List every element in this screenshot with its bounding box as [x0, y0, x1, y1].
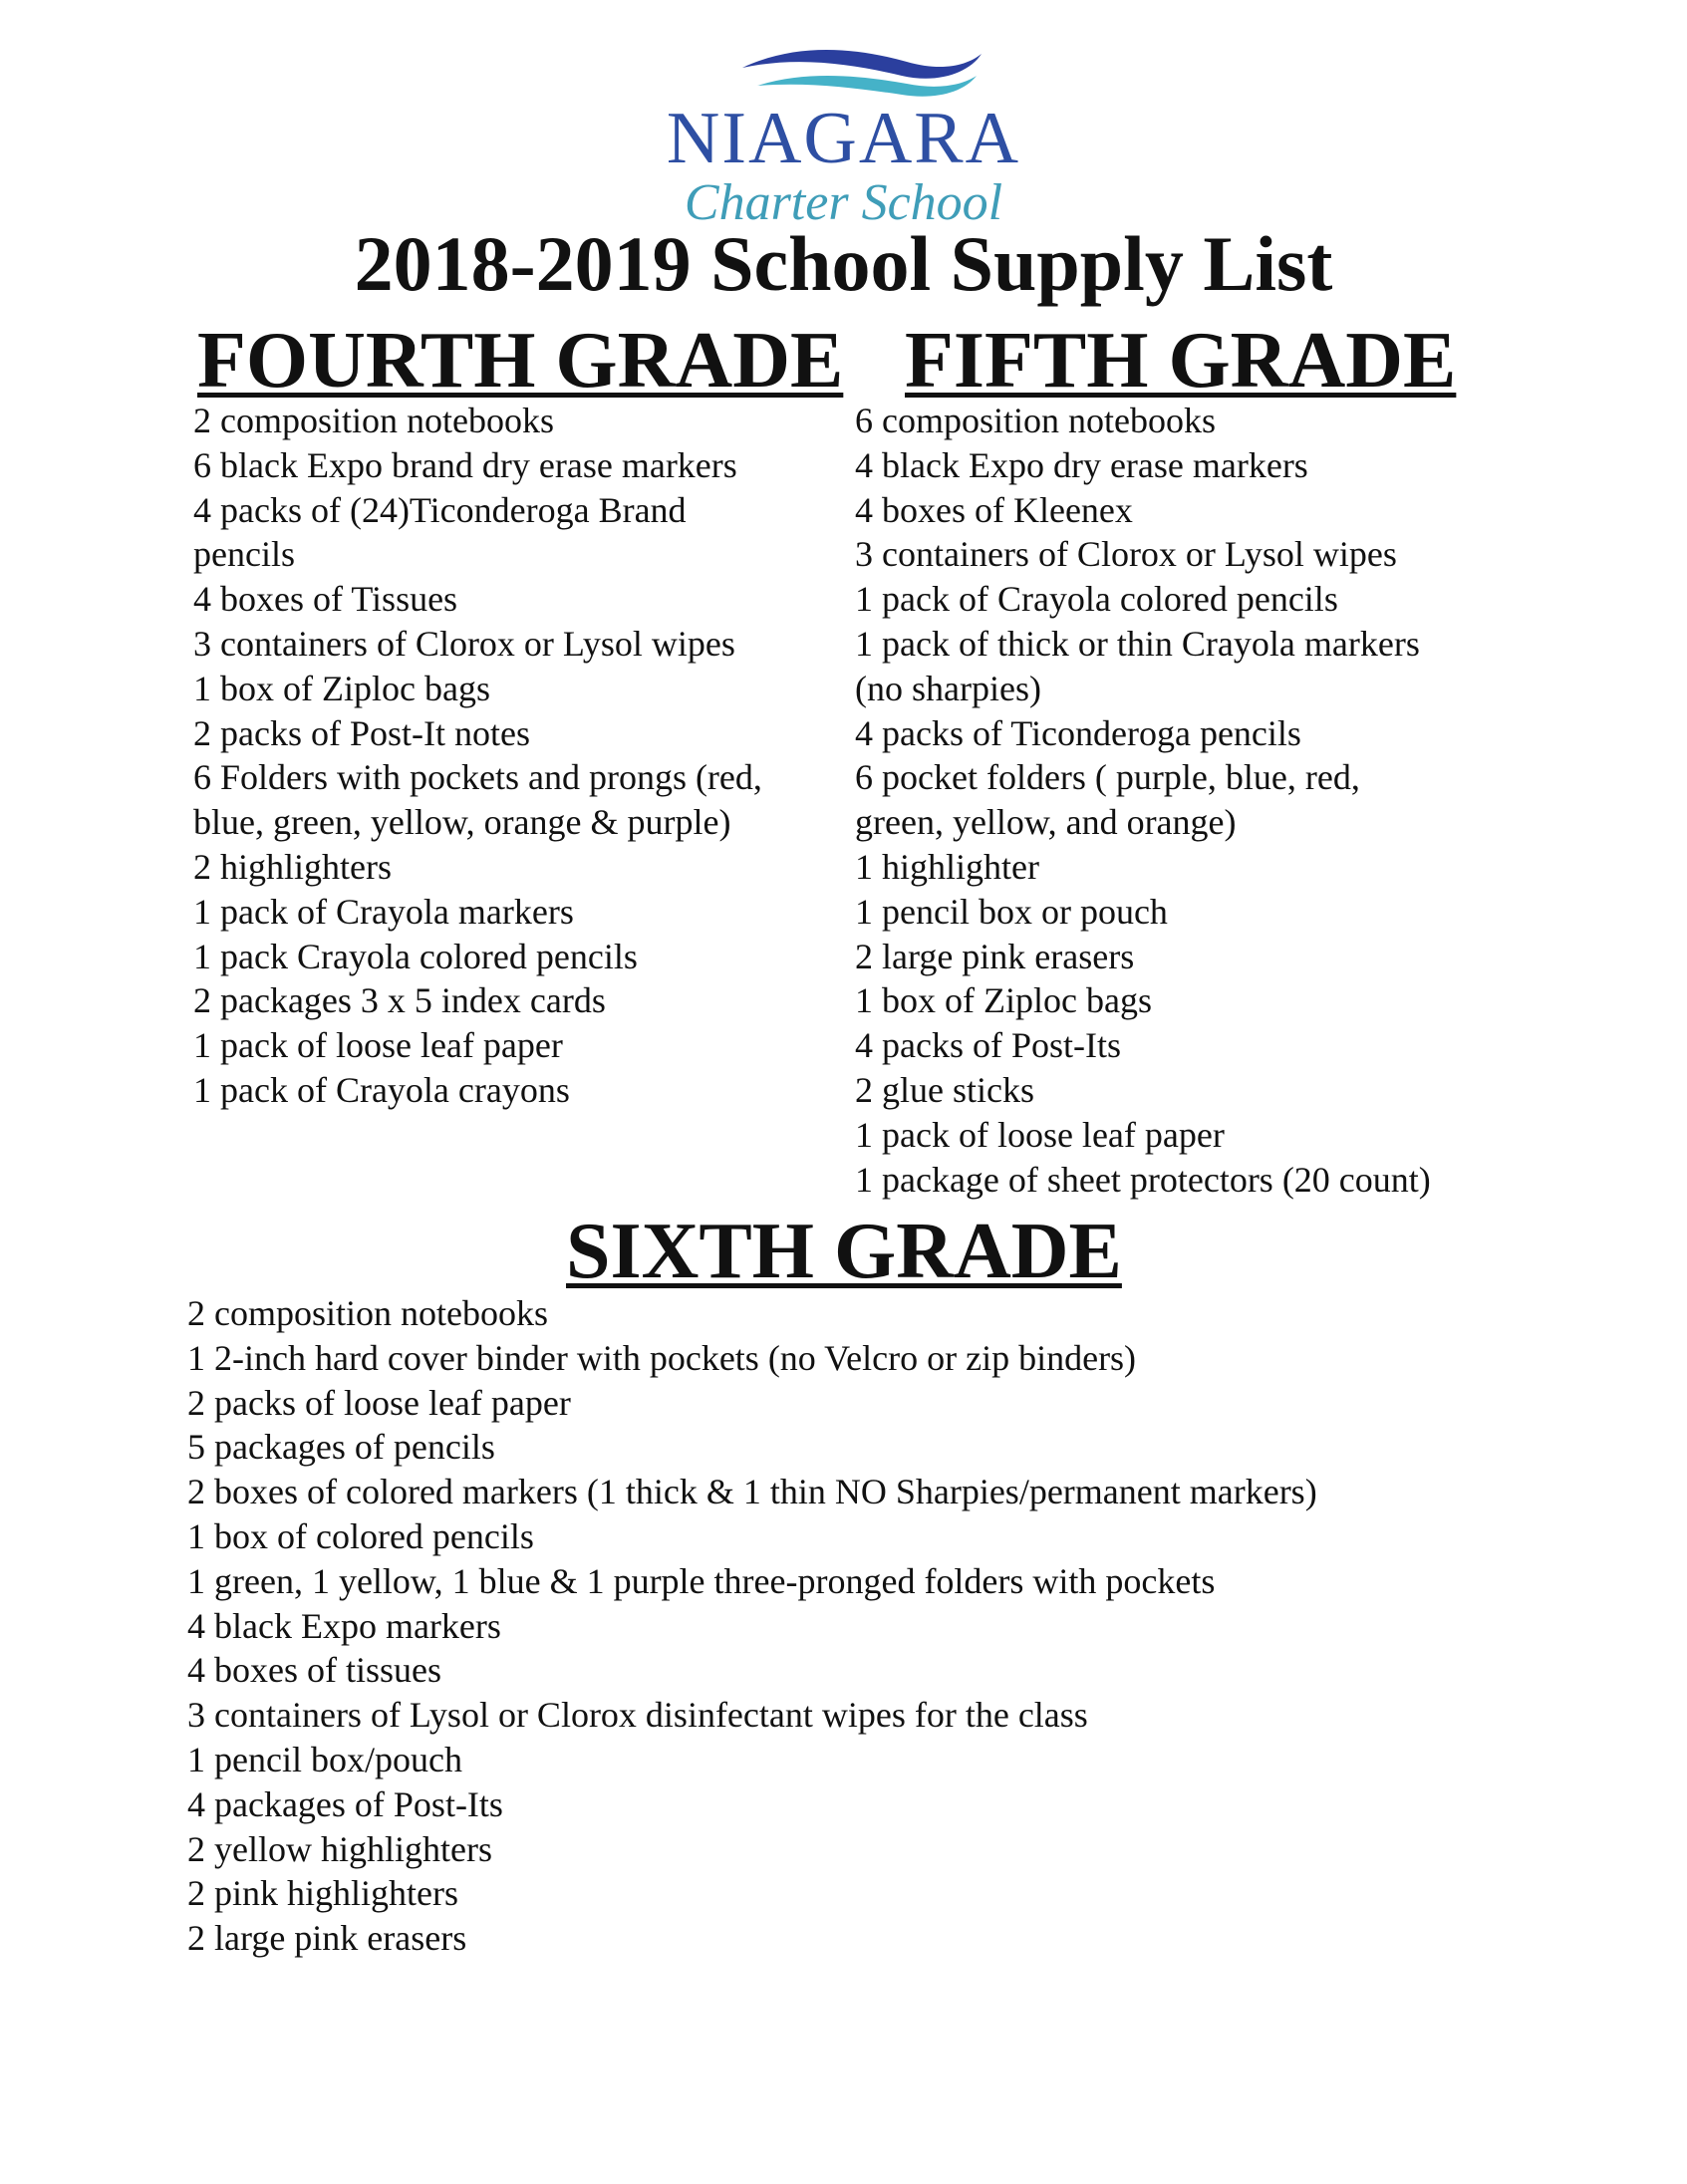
- list-item: 1 pencil box or pouch: [855, 891, 1168, 932]
- list-item: 4 black Expo markers: [187, 1605, 501, 1646]
- list-item: 6 composition notebooks: [855, 401, 1216, 440]
- list-item: 1 pack Crayola colored pencils: [193, 936, 638, 976]
- list-item: 4 packs of (24)Ticonderoga Brand: [193, 489, 687, 530]
- list-item: 2 composition notebooks: [187, 1293, 548, 1333]
- list-item: 3 containers of Clorox or Lysol wipes: [193, 623, 735, 664]
- list-item: 1 pencil box/pouch: [187, 1739, 462, 1779]
- list-item: 4 packs of Post-Its: [855, 1025, 1121, 1066]
- list-item: 2 boxes of colored markers (1 thick & 1 thin NO Sharpies/permanent markers): [187, 1472, 1317, 1512]
- list-item: 1 2-inch hard cover binder with pockets (no Velcro or zip binders): [187, 1337, 1137, 1378]
- list-item: 1 pack of loose leaf paper: [193, 1025, 563, 1066]
- list-item: pencils: [193, 534, 295, 575]
- list-item: 2 pink highlighters: [187, 1873, 458, 1914]
- logo-name: NIAGARA: [666, 98, 1021, 179]
- list-item: 1 highlighter: [855, 846, 1039, 887]
- list-item: (no sharpies): [855, 668, 1041, 708]
- list-item: 1 pack of thick or thin Crayola markers: [855, 623, 1420, 664]
- school-logo: [0, 40, 1687, 229]
- list-item: 4 packages of Post-Its: [187, 1783, 503, 1824]
- list-item: 1 pack of Crayola markers: [193, 891, 574, 932]
- list-item: 1 pack of Crayola crayons: [193, 1069, 570, 1110]
- list-item: 2 glue sticks: [855, 1069, 1034, 1110]
- list-item: 1 green, 1 yellow, 1 blue & 1 purple three-pronged folders with pockets: [187, 1560, 1216, 1601]
- fourth-grade-list: [193, 399, 831, 1113]
- page-title: 2018-2019 School Supply List: [354, 220, 1333, 307]
- list-item: 4 boxes of Kleenex: [855, 489, 1133, 530]
- list-item: 2 highlighters: [193, 846, 392, 887]
- sixth-grade-heading: SIXTH GRADE: [566, 1208, 1122, 1295]
- list-item: 1 pack of Crayola colored pencils: [855, 579, 1338, 620]
- wave-logo-icon: [737, 40, 986, 100]
- list-item: 2 packages 3 x 5 index cards: [193, 980, 606, 1021]
- list-item: 4 boxes of tissues: [187, 1650, 441, 1691]
- list-item: 6 pocket folders ( purple, blue, red,: [855, 757, 1360, 798]
- fourth-grade-heading: FOURTH GRADE: [197, 317, 844, 405]
- list-item: 2 packs of Post-It notes: [193, 712, 530, 753]
- list-item: 2 yellow highlighters: [187, 1828, 492, 1869]
- list-item: 6 Folders with pockets and prongs (red,: [193, 757, 762, 798]
- list-item: 1 box of Ziploc bags: [855, 980, 1152, 1021]
- list-item: 2 large pink erasers: [855, 936, 1135, 976]
- list-item: 2 large pink erasers: [187, 1918, 467, 1959]
- list-item: 4 packs of Ticonderoga pencils: [855, 712, 1301, 753]
- list-item: 5 packages of pencils: [187, 1427, 495, 1468]
- list-item: green, yellow, and orange): [855, 802, 1237, 843]
- list-item: 6 black Expo brand dry erase markers: [193, 444, 737, 485]
- list-item: 4 black Expo dry erase markers: [855, 444, 1308, 485]
- sixth-grade-list: [187, 1291, 1483, 1961]
- list-item: 4 boxes of Tissues: [193, 579, 458, 620]
- fifth-grade-list: [855, 399, 1493, 1202]
- list-item: 3 containers of Lysol or Clorox disinfectant wipes for the class: [187, 1695, 1088, 1736]
- list-item: blue, green, yellow, orange & purple): [193, 802, 731, 843]
- list-item: 1 box of colored pencils: [187, 1515, 534, 1556]
- list-item: 1 pack of loose leaf paper: [855, 1114, 1225, 1155]
- list-item: 2 composition notebooks: [193, 401, 554, 440]
- list-item: 1 package of sheet protectors (20 count): [855, 1159, 1431, 1200]
- logo-subtitle: Charter School: [684, 174, 1003, 231]
- list-item: 2 packs of loose leaf paper: [187, 1382, 571, 1423]
- list-item: 1 box of Ziploc bags: [193, 668, 490, 708]
- list-item: 3 containers of Clorox or Lysol wipes: [855, 534, 1397, 575]
- fifth-grade-heading: FIFTH GRADE: [905, 317, 1457, 405]
